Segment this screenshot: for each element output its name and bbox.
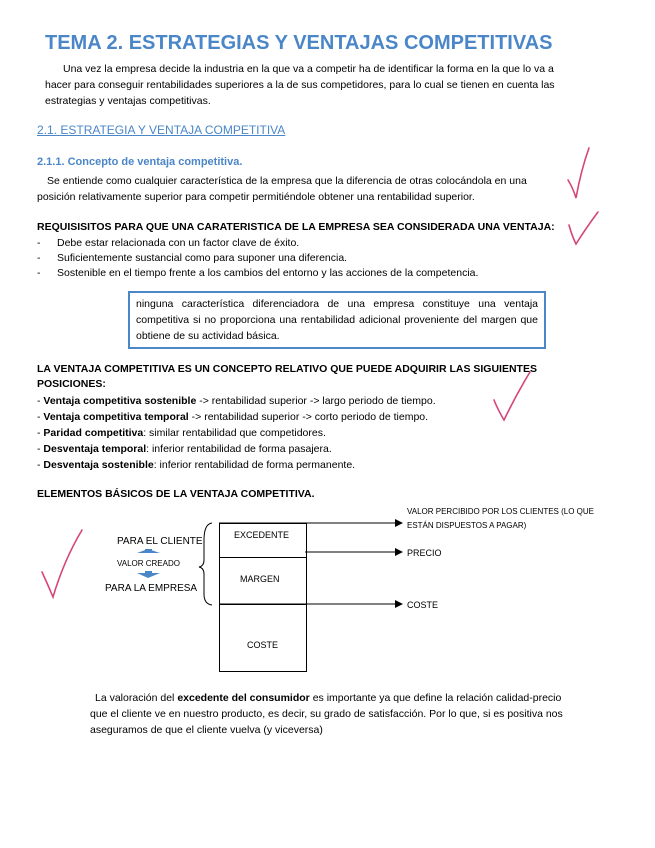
- section-heading: 2.1. ESTRATEGIA Y VENTAJA COMPETITIVA: [37, 123, 286, 137]
- elements-title: ELEMENTOS BÁSICOS DE LA VENTAJA COMPETITIVA.: [37, 488, 315, 500]
- list-item: - Desventaja sostenible: inferior rentabilidad de forma permanente.: [37, 459, 356, 471]
- label-valor-creado: VALOR CREADO: [117, 559, 180, 568]
- arrow-valor-label-2: ESTÁN DISPUESTOS A PAGAR): [407, 521, 527, 530]
- position-desc: : inferior rentabilidad de forma pasajera.: [146, 443, 332, 455]
- position-term: Ventaja competitiva temporal: [43, 411, 189, 423]
- checkmark-icon: [494, 372, 530, 420]
- position-term: Paridad competitiva: [43, 427, 144, 439]
- list-dash: -: [37, 237, 41, 249]
- list-dash: -: [37, 252, 41, 264]
- arrow-precio-label: PRECIO: [407, 548, 442, 558]
- checkmark-icon: [42, 530, 82, 597]
- arrow-stem: [145, 549, 152, 553]
- list-item: - Desventaja temporal: inferior rentabilidad de forma pasajera.: [37, 443, 332, 455]
- label-para-cliente: PARA EL CLIENTE: [117, 536, 203, 547]
- label-para-empresa: PARA LA EMPRESA: [105, 583, 198, 594]
- arrow-stem: [145, 571, 152, 574]
- position-term: Desventaja sostenible: [43, 459, 154, 471]
- position-desc: : similar rentabilidad que competidores.: [143, 427, 326, 439]
- list-item-text: Suficientemente sustancial como para suponer una diferencia.: [57, 252, 348, 264]
- arrow-coste-label: COSTE: [407, 600, 439, 610]
- list-item-text: Debe estar relacionada con un factor clave de éxito.: [57, 237, 300, 249]
- list-item: - Ventaja competitiva sostenible -> rentabilidad superior -> largo periodo de tiempo.: [37, 395, 436, 407]
- list-item: - Paridad competitiva: similar rentabilidad que competidores.: [37, 427, 326, 439]
- list-item: - Ventaja competitiva temporal -> rentabilidad superior -> corto periodo de tiempo.: [37, 411, 429, 423]
- checkmark-icon: [568, 148, 589, 198]
- requirements-title: REQUISISITOS PARA QUE UNA CARATERISTICA DE LA EMPRESA SEA CONSIDERADA UNA VENTAJA:: [37, 221, 555, 233]
- outro-text: es importante ya que define la relación calidad-precio que el cliente ve en nuestro producto, es decir, su grado de satisfacción. Por lo que, si es positiva nos aseguramos de que el cliente vuelva (y viceversa): [90, 692, 563, 736]
- definition-paragraph: Se entiende como cualquier característica de la empresa que la diferencia de otras colocándola en una posición relativamente superior para competir permitiéndole obtener una rentabilidad superior.: [37, 175, 527, 203]
- intro-paragraph: Una vez la empresa decide la industria en la que va a competir ha de identificar la forma en la que lo va a hacer para conseguir rentabilidades superiores a la de sus competidores, para lo cual se tienen en cuenta las estrategias y ventajas competitivas.: [45, 63, 555, 107]
- subsection-heading: 2.1.1. Concepto de ventaja competitiva.: [37, 156, 243, 168]
- list-item-text: Sostenible en el tiempo frente a los cambios del entorno y las acciones de la competencia.: [57, 267, 479, 279]
- position-term: Ventaja competitiva sostenible: [43, 395, 197, 407]
- list-dash: -: [37, 267, 41, 279]
- outro-emphasis: excedente del consumidor: [177, 692, 310, 704]
- position-desc: : inferior rentabilidad de forma permanente.: [153, 459, 356, 471]
- position-term: Desventaja temporal: [43, 443, 147, 455]
- brace-icon: [199, 523, 212, 605]
- arrow-valor-label-1: VALOR PERCIBIDO POR LOS CLIENTES (LO QUE: [407, 507, 595, 516]
- page-title: TEMA 2. ESTRATEGIAS Y VENTAJAS COMPETITIVAS: [45, 32, 553, 54]
- position-desc: -> rentabilidad superior -> largo periodo de tiempo.: [196, 395, 436, 407]
- checkmark-icon: [569, 212, 598, 244]
- box-coste-label: COSTE: [247, 640, 279, 650]
- note-box: ninguna característica diferenciadora de una empresa constituye una ventaja competitiva si no proporciona una rentabilidad adicional proveniente del margen que obtiene de su actividad básica.: [128, 291, 546, 349]
- position-desc: -> rentabilidad superior -> corto periodo de tiempo.: [188, 411, 429, 423]
- box-margen-label: MARGEN: [240, 574, 280, 584]
- box-excedente-label: EXCEDENTE: [234, 530, 290, 540]
- positions-title: LA VENTAJA COMPETITIVA ES UN CONCEPTO RELATIVO QUE PUEDE ADQUIRIR LAS SIGUIENTES POSICIONES:: [37, 363, 537, 390]
- outro-paragraph: [90, 690, 580, 738]
- outro-text: La valoración del: [95, 692, 178, 704]
